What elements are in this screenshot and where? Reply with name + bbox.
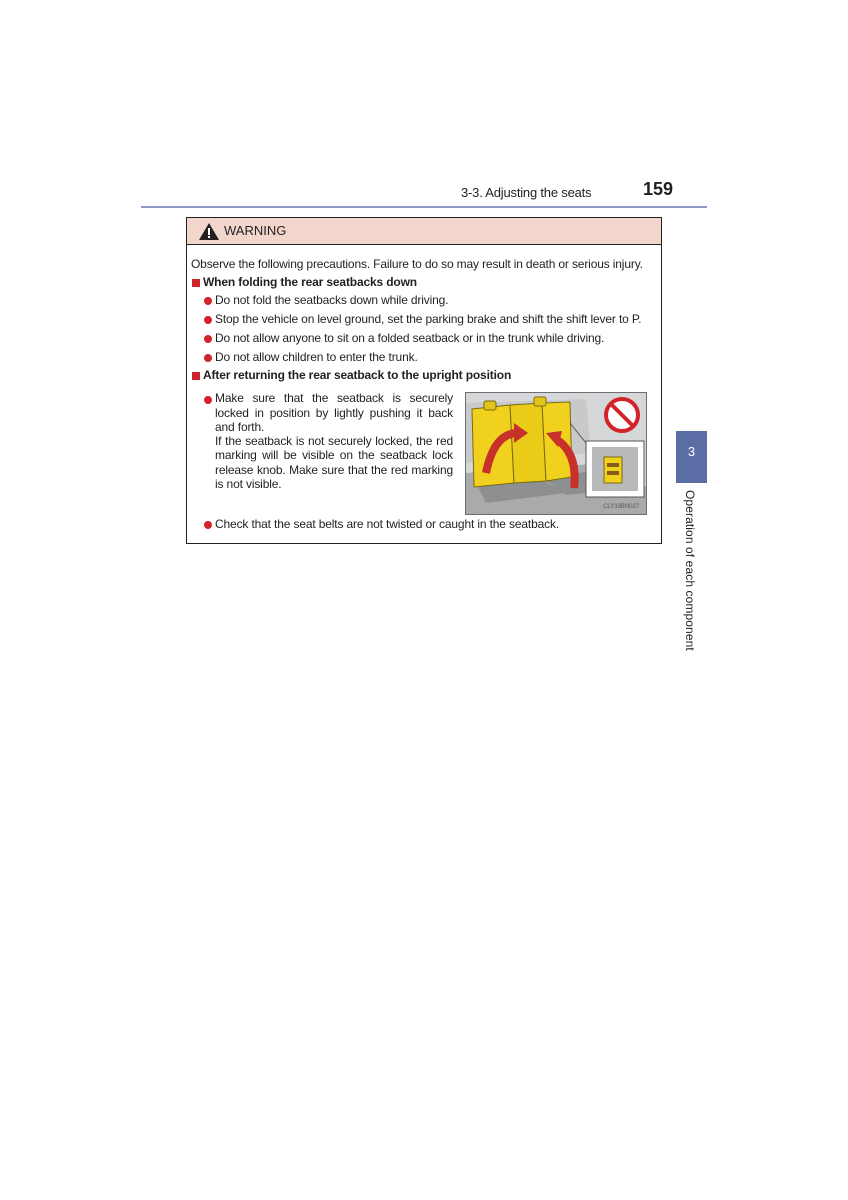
bullet-dot bbox=[204, 335, 212, 343]
chapter-label: Operation of each component bbox=[683, 490, 697, 651]
list-item: Check that the seat belts are not twisted or caught in the seatback. bbox=[215, 517, 560, 531]
list-item-line: release knob. Make sure that the red marking bbox=[215, 463, 453, 477]
list-item: Do not allow anyone to sit on a folded seatback or in the trunk while driving. bbox=[215, 331, 605, 345]
list-item-line: and forth. bbox=[215, 420, 265, 434]
bullet-dot bbox=[204, 316, 212, 324]
section-upright-title: After returning the rear seatback to the upright position bbox=[203, 368, 512, 382]
list-item-line: locked in position by lightly pushing it back bbox=[215, 406, 453, 420]
bullet-dot bbox=[204, 354, 212, 362]
list-item: Stop the vehicle on level ground, set the parking brake and shift the shift lever to P. bbox=[215, 312, 642, 326]
bullet-dot bbox=[204, 297, 212, 305]
warning-label: WARNING bbox=[224, 223, 287, 238]
figure-code: CLY33BN027 bbox=[603, 504, 640, 510]
list-item: Do not fold the seatbacks down while driving. bbox=[215, 293, 449, 307]
section-marker bbox=[192, 279, 200, 287]
warning-triangle-icon bbox=[199, 223, 219, 240]
header-rule bbox=[141, 206, 707, 208]
bullet-dot bbox=[204, 521, 212, 529]
rear-seat-image bbox=[466, 393, 647, 515]
seatback-illustration bbox=[465, 392, 647, 515]
chapter-tab[interactable]: 3 bbox=[676, 431, 707, 483]
list-item: Do not allow children to enter the trunk. bbox=[215, 350, 418, 364]
list-item-line: Make sure that the seatback is securely bbox=[215, 391, 453, 405]
section-marker bbox=[192, 372, 200, 380]
page-number: 159 bbox=[643, 179, 674, 199]
bullet-dot bbox=[204, 396, 212, 404]
section-title: 3-3. Adjusting the seats bbox=[461, 185, 592, 200]
warning-intro: Observe the following precautions. Failure to do so may result in death or serious injury. bbox=[191, 257, 643, 271]
list-item-line: If the seatback is not securely locked, the red bbox=[215, 434, 453, 448]
list-item-line: marking will be visible on the seatback lock bbox=[215, 448, 453, 462]
warning-header bbox=[187, 218, 661, 245]
list-item-line: is not visible. bbox=[215, 477, 282, 491]
section-folding-title: When folding the rear seatbacks down bbox=[203, 275, 417, 289]
